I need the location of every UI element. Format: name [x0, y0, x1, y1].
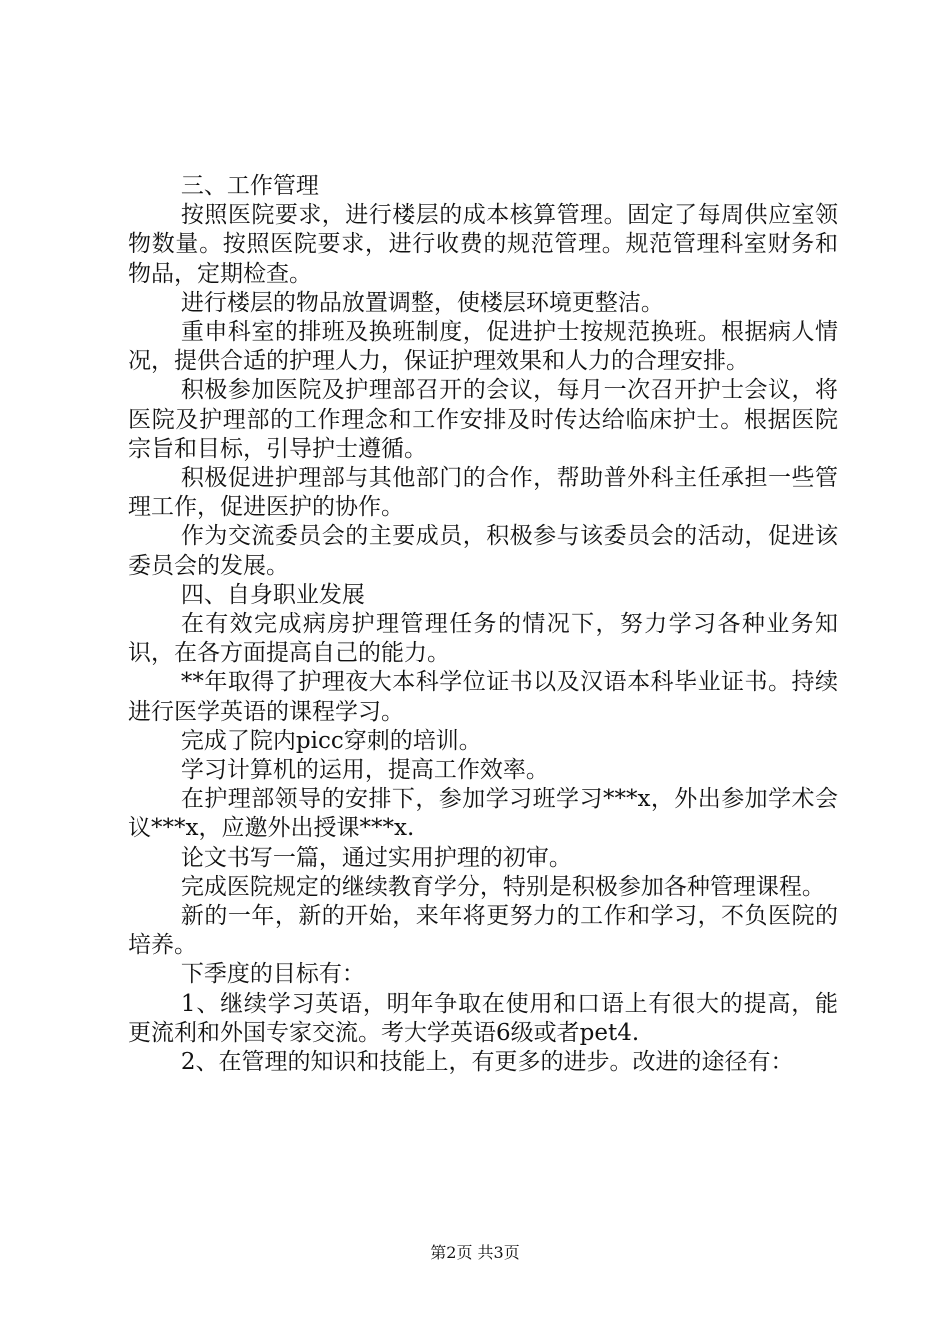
paragraph: 完成医院规定的继续教育学分，特别是积极参加各种管理课程。 [180, 873, 825, 900]
paragraph: 积极参加医院及护理部召开的会议，每月一次召开护士会议，将医院及护理部的工作理念和工作安排及时传达给临床护士。根据医院宗旨和目标，引导护士遵循。 [128, 377, 838, 462]
paragraph: 2、在管理的知识和技能上，有更多的进步。改进的途径有： [180, 1049, 794, 1076]
paragraph: 论文书写一篇，通过实用护理的初审。 [180, 844, 572, 871]
paragraph: 完成了院内picc穿刺的培训。 [180, 727, 482, 754]
page-footer: 第2页 共3页 [430, 1243, 520, 1262]
paragraph: 在有效完成病房护理管理任务的情况下，努力学习各种业务知识，在各方面提高自己的能力。 [128, 611, 838, 667]
section-heading-work-management: 三、工作管理 [180, 173, 319, 199]
paragraph: 重申科室的排班及换班制度，促进护士按规范换班。根据病人情况，提供合适的护理人力，保证护理效果和人力的合理安排。 [128, 319, 838, 375]
paragraph: 1、继续学习英语，明年争取在使用和口语上有很大的提高，能更流利和外国专家交流。考大学英语6级或者pet4. [128, 990, 838, 1046]
paragraph: 积极促进护理部与其他部门的合作，帮助普外科主任承担一些管理工作，促进医护的协作。 [128, 465, 838, 521]
paragraph: 进行楼层的物品放置调整，使楼层环境更整洁。 [180, 289, 664, 316]
document-body [128, 172, 838, 1077]
paragraph: 学习计算机的运用，提高工作效率。 [180, 757, 549, 784]
paragraph: 下季度的目标有： [180, 961, 365, 988]
paragraph: 在护理部领导的安排下，参加学习班学习***x，外出参加学术会议***x，应邀外出授课***x. [128, 786, 838, 842]
paragraph: **年取得了护理夜大本科学位证书以及汉语本科毕业证书。持续进行医学英语的课程学习。 [128, 669, 838, 725]
paragraph: 新的一年，新的开始，来年将更努力的工作和学习，不负医院的培养。 [128, 903, 838, 959]
paragraph: 按照医院要求，进行楼层的成本核算管理。固定了每周供应室领物数量。按照医院要求，进行收费的规范管理。规范管理科室财务和物品，定期检查。 [128, 202, 838, 287]
section-heading-career-development: 四、自身职业发展 [180, 581, 365, 608]
paragraph: 作为交流委员会的主要成员，积极参与该委员会的活动，促进该委员会的发展。 [128, 523, 838, 579]
